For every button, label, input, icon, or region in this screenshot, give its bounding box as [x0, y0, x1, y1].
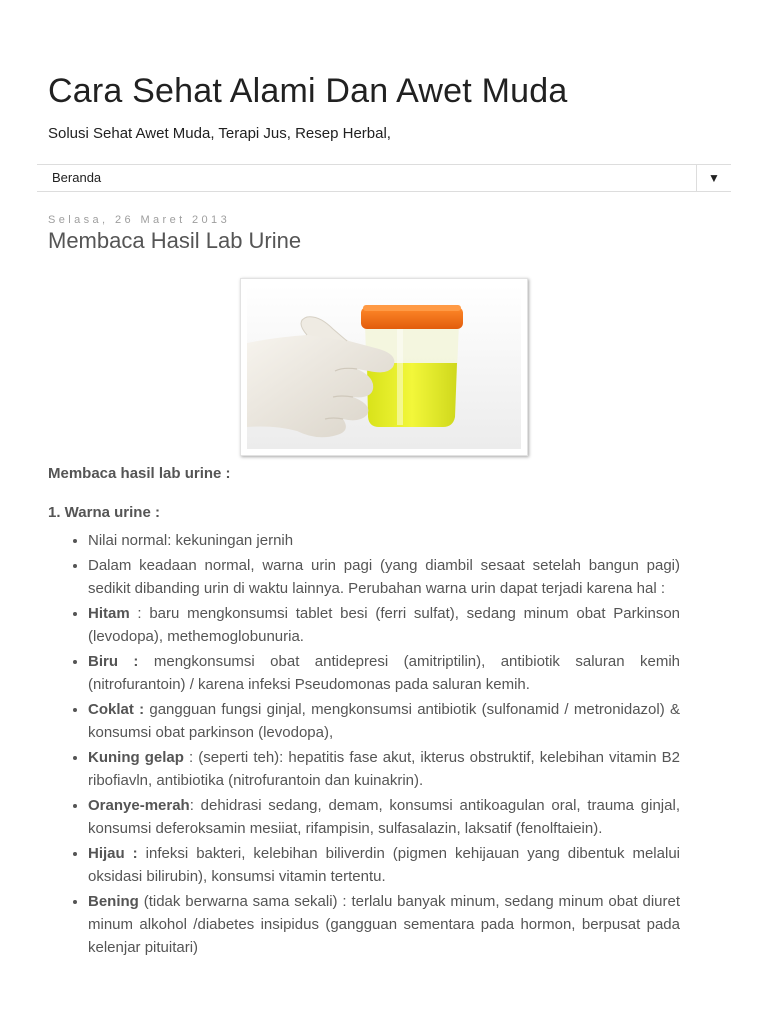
list-item: • Biru : mengkonsumsi obat antidepresi (amitriptilin), antibiotik saluran kemih (nitrofurantoin) / karena infeksi Pseudomonas pada saluran kemih. — [88, 650, 680, 696]
post-image[interactable] — [240, 278, 528, 456]
post-body — [48, 462, 680, 961]
list-item: • Oranye-merah: dehidrasi sedang, demam, konsumsi antikoagulan oral, trauma ginjal, konsumsi deferoksamin mesiiat, rifampisin, sulfasalazin, laksatif (fenolftaiein). — [88, 794, 680, 840]
post-date: Selasa, 26 Maret 2013 — [48, 214, 231, 226]
triangle-down-icon: ▼ — [708, 171, 720, 185]
urine-color-list — [48, 529, 680, 959]
navigation-bar — [37, 164, 731, 192]
section-heading-warna-urine: 1. Warna urine : — [48, 504, 160, 521]
post-intro: Membaca hasil lab urine : — [48, 465, 231, 482]
post-title[interactable]: Membaca Hasil Lab Urine — [48, 228, 302, 253]
list-item: • Coklat : gangguan fungsi ginjal, mengkonsumsi antibiotik (sulfonamid / metronidazol) & konsumsi obat parkinson (levodopa), — [88, 698, 680, 744]
list-item: • Hijau : infeksi bakteri, kelebihan biliverdin (pigmen kehijauan yang dibentuk melalui oksidasi bilirubin), konsumsi vitamin tertentu. — [88, 842, 680, 888]
blog-description: Solusi Sehat Awet Muda, Terapi Jus, Resep Herbal, — [48, 125, 391, 142]
nav-dropdown-toggle[interactable] — [696, 165, 731, 191]
list-item: • Bening (tidak berwarna sama sekali) : terlalu banyak minum, sedang minum obat diuret minum alkohol /diabetes insipidus (gangguan sementara pada hormon, berpusat pada kelenjar pituitari) — [88, 890, 680, 959]
blog-header — [48, 72, 732, 142]
list-item: • Hitam : baru mengkonsumsi tablet besi (ferri sulfat), sedang minum obat Parkinson (levodopa), methemoglobunuria. — [88, 602, 680, 648]
list-item: • Dalam keadaan normal, warna urin pagi (yang diambil sesaat setelah bangun pagi) sedikit dibanding urin di waktu lainnya. Perubahan warna urin dapat terjadi karena hal : — [88, 554, 680, 600]
blog-title[interactable]: Cara Sehat Alami Dan Awet Muda — [48, 72, 568, 110]
nav-item-beranda[interactable]: Beranda — [52, 170, 102, 185]
list-item: • Kuning gelap : (seperti teh): hepatitis fase akut, ikterus obstruktif, kelebihan vitamin B2 ribofiavln, antibiotika (nitrofurantoin dan kuinakrin). — [88, 746, 680, 792]
list-item: • Nilai normal: kekuningan jernih — [88, 529, 680, 552]
urine-sample-photo-icon — [247, 285, 521, 449]
